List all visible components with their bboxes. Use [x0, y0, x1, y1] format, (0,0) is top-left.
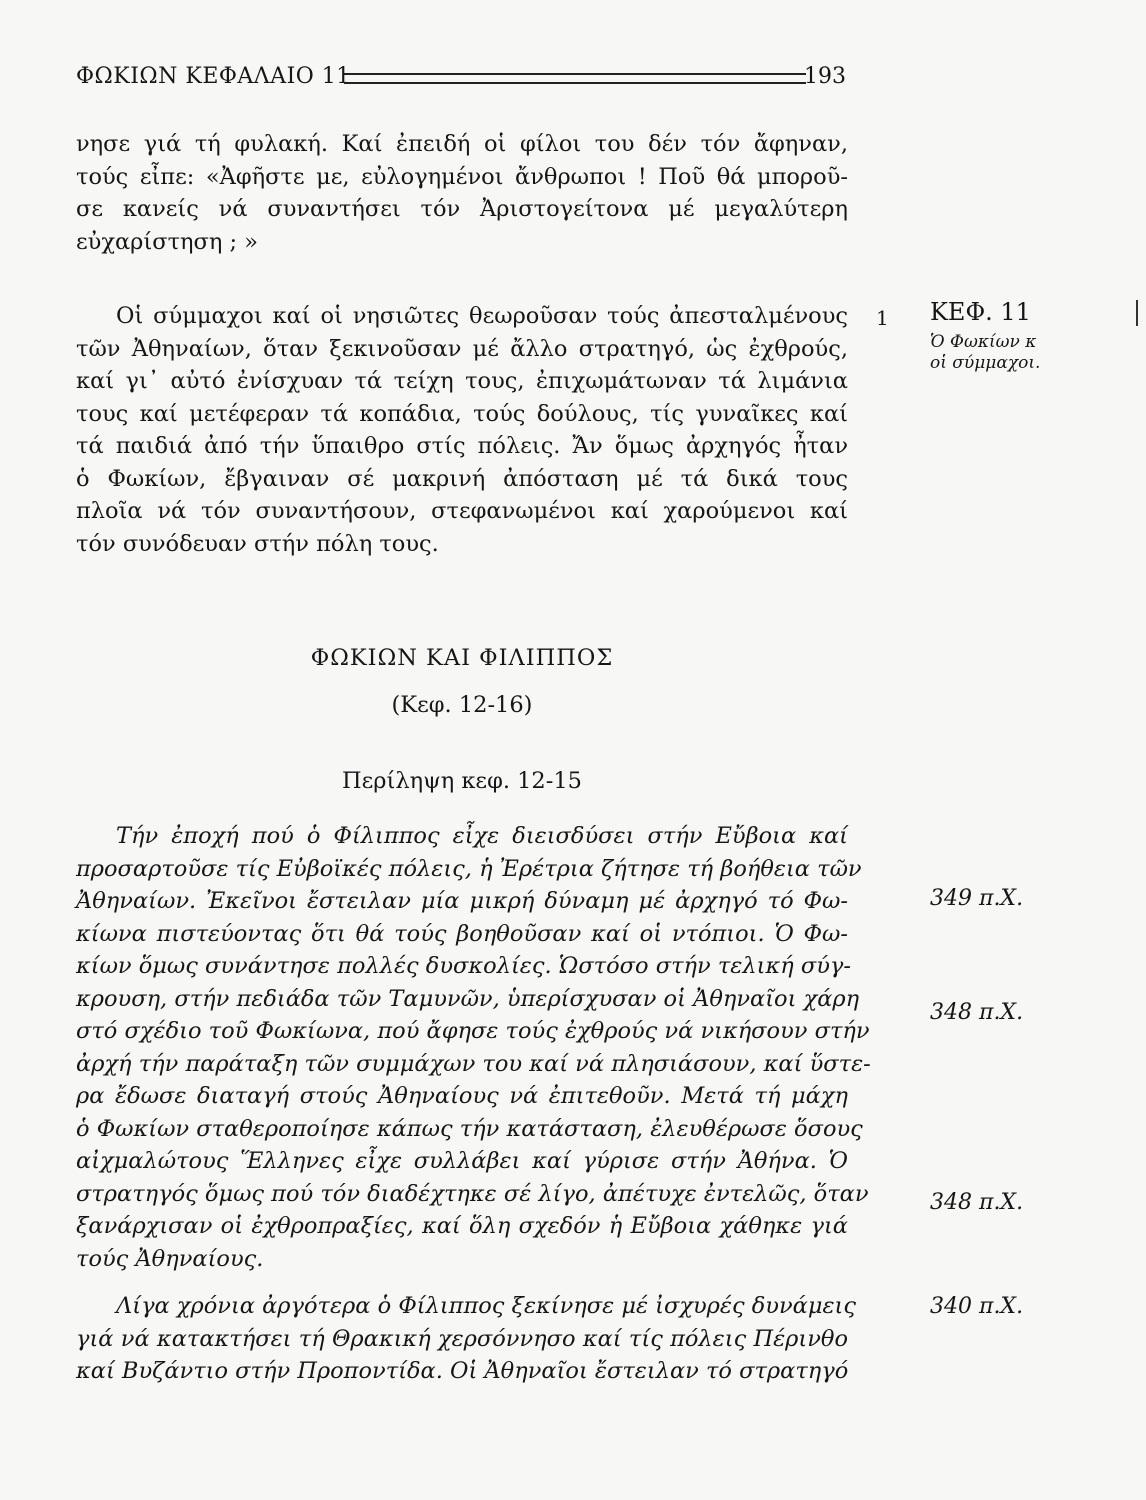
text-line: τόν συνόδευαν στήν πόλη τους. — [76, 530, 439, 557]
text-line: πλοῖα νά τόν συναντήσουν, στεφανωμένοι καί χαρούμενοι καί — [76, 498, 848, 524]
chapter-label: ΚΕΦ. 11 — [930, 298, 1031, 326]
text-line: εὐχαρίστηση ; » — [76, 228, 258, 255]
text-line: στρατηγός ὅμως πού τόν διαδέχτηκε σέ λίγο, ἀπέτυχε ἐντελῶς, ὅταν — [76, 1180, 869, 1207]
chapter-11-paragraph — [76, 300, 848, 560]
text-line: ὁ Φωκίων σταθεροποίησε κάπως τήν κατάσταση, ἐλευθέρωσε ὅσους — [76, 1115, 863, 1142]
paragraph-continuation — [76, 128, 848, 258]
summary-title: Περίληψη κεφ. 12-15 — [342, 768, 582, 794]
text-line: προσαρτοῦσε τίς Εὐβοϊκές πόλεις, ἡ Ἐρέτρια ζήτησε τή βοήθεια τῶν — [76, 855, 862, 882]
text-line: κίωνα πιστεύοντας ὅτι θά τούς βοηθοῦσαν καί οἱ ντόπιοι. Ὁ Φω- — [76, 920, 848, 947]
running-header — [76, 64, 846, 94]
text-line: Ἀθηναίων. Ἐκεῖνοι ἔστειλαν μία μικρή δύναμη μέ ἀρχηγό τό Φω- — [76, 888, 848, 914]
margin-date: 349 π.Χ. — [930, 886, 1024, 911]
text-line: καί Βυζάντιο στήν Προποντίδα. Οἱ Ἀθηναῖοι ἔστειλαν τό στρατηγό — [76, 1358, 849, 1384]
text-line: νησε γιά τή φυλακή. Καί ἐπειδή οἱ φίλοι του δέν τόν ἄφηναν, — [76, 131, 848, 157]
text-line: ξανάρχισαν οἱ ἐχθροπραξίες, καί ὅλη σχεδόν ἡ Εὔβοια χάθηκε γιά — [76, 1213, 848, 1239]
text-line: στό σχέδιο τοῦ Φωκίωνα, πού ἄφησε τούς ἐχθρούς νά νικήσουν στήν — [76, 1018, 870, 1044]
text-line: κίων ὅμως συνάντησε πολλές δυσκολίες. Ὡστόσο στήν τελική σύγ- — [76, 953, 851, 979]
text-line: καί γι᾽ αὐτό ἐνίσχυαν τά τείχη τους, ἐπιχωμάτωναν τά λιμάνια — [76, 368, 848, 394]
text-line: Τήν ἐποχή πού ὁ Φίλιππος εἶχε διεισδύσει στήν Εὔβοια καί — [116, 823, 848, 849]
header-title: ΦΩΚΙΩΝ ΚΕΦΑΛΑΙΟ 11 — [76, 64, 351, 89]
section-chapters: (Κεφ. 12-16) — [391, 692, 533, 718]
page-edge-mark — [1136, 300, 1138, 326]
text-line: Οἱ σύμμαχοι καί οἱ νησιῶτες θεωροῦσαν τούς ἀπεσταλμένους — [116, 303, 848, 329]
margin-date: 340 π.Χ. — [930, 1294, 1024, 1319]
text-line: ἀρχή τήν παράταξη τῶν συμμάχων του καί νά πλησιάσουν, καί ὕστε- — [76, 1050, 871, 1077]
chapter-subtitle: Ὁ Φωκίων κ — [930, 332, 1037, 352]
text-line: σε κανείς νά συναντήσει τόν Ἀριστογείτονα μέ μεγαλύτερη — [76, 196, 848, 222]
text-line: τῶν Ἀθηναίων, ὅταν ξεκινοῦσαν μέ ἄλλο στρατηγό, ὡς ἐχθρούς, — [76, 335, 848, 362]
text-line: γιά νά κατακτήσει τή Θρακική χερσόννησο καί τίς πόλεις Πέρινθο — [76, 1325, 848, 1352]
summary-paragraph — [76, 820, 871, 1275]
margin-date: 348 π.Χ. — [930, 1000, 1024, 1025]
page-number: 193 — [804, 64, 846, 89]
text-line: Λίγα χρόνια ἀργότερα ὁ Φίλιππος ξεκίνησε μέ ἰσχυρές δυνάμεις — [116, 1293, 856, 1319]
header-rule — [344, 73, 806, 84]
text-line: τούς εἶπε: «Ἀφῆστε με, εὐλογημένοι ἄνθρωποι ! Ποῦ θά μποροῦ- — [76, 163, 848, 190]
text-line: αἰχμαλώτους Ἕλληνες εἶχε συλλάβει καί γύρισε στήν Ἀθήνα. Ὁ — [76, 1148, 848, 1174]
line-number: 1 — [876, 306, 889, 330]
text-line: ὁ Φωκίων, ἔβγαιναν σέ μακρινή ἀπόσταση μέ τά δικά τους — [76, 465, 848, 492]
text-line: τά παιδιά ἀπό τήν ὕπαιθρο στίς πόλεις. Ἄν ὅμως ἀρχηγός ἦταν — [76, 433, 848, 459]
margin-date: 348 π.Χ. — [930, 1190, 1024, 1215]
chapter-marker — [930, 298, 1040, 374]
summary-paragraph — [76, 1290, 856, 1388]
section-title: ΦΩΚΙΩΝ ΚΑΙ ΦΙΛΙΠΠΟΣ — [310, 645, 614, 671]
chapter-subtitle: οἱ σύμμαχοι. — [930, 353, 1041, 373]
text-line: τους καί μετέφεραν τά κοπάδια, τούς δούλους, τίς γυναῖκες καί — [76, 400, 848, 427]
text-line: τούς Ἀθηναίους. — [76, 1245, 264, 1272]
text-line: ρα ἔδωσε διαταγή στούς Ἀθηναίους νά ἐπιτεθοῦν. Μετά τή μάχη — [76, 1083, 848, 1109]
text-line: κρουση, στήν πεδιάδα τῶν Ταμυνῶν, ὑπερίσχυσαν οἱ Ἀθηναῖοι χάρη — [76, 985, 860, 1012]
